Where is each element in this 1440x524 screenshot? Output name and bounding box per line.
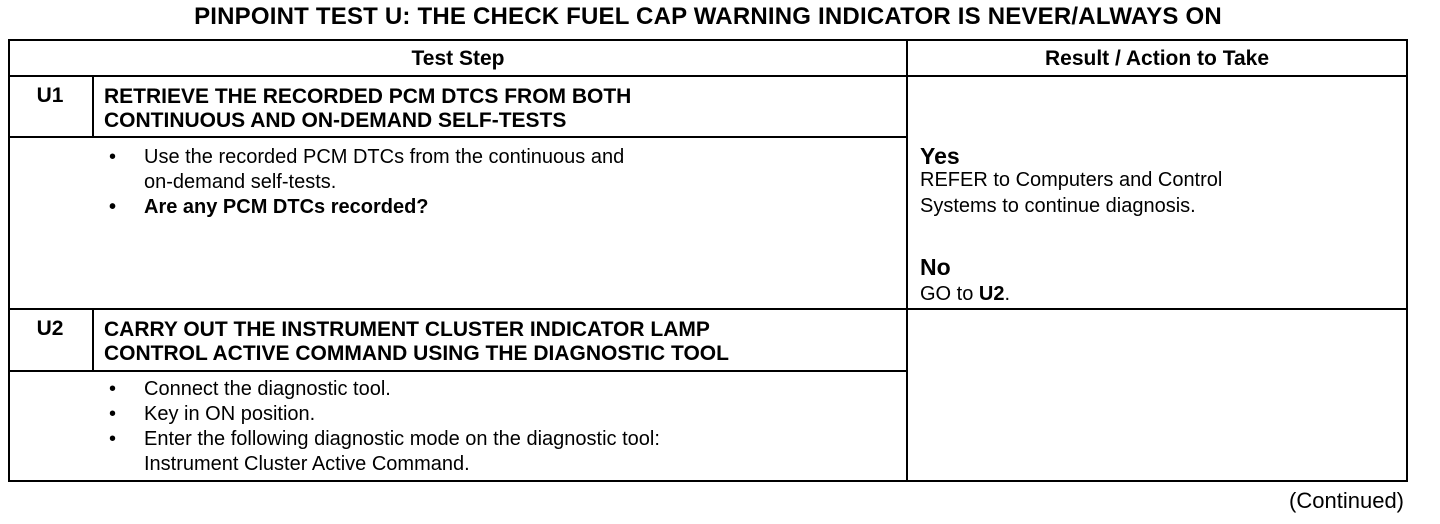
step-instructions-u1 [104, 145, 894, 220]
u1-id-divider [92, 75, 94, 138]
no-action-target-link[interactable]: U2 [978, 283, 1005, 305]
step-instructions-u2 [104, 377, 894, 477]
u2-title-divider [10, 370, 908, 372]
column-divider [906, 41, 908, 480]
list-item: • Enter the following diagnostic mode on the diagnostic tool: Instrument Cluster Active Command. [104, 427, 894, 477]
list-item: • Connect the diagnostic tool. [104, 377, 894, 402]
step-id-u2: U2 [36, 317, 64, 340]
list-item: • Key in ON position. [104, 402, 894, 427]
no-action-suffix: . [1004, 283, 1011, 305]
header-divider [10, 75, 1406, 77]
result-no-action [920, 281, 1010, 307]
page-title: PINPOINT TEST U: THE CHECK FUEL CAP WARNING INDICATOR IS NEVER/ALWAYS ON [194, 3, 1222, 30]
u1-u2-divider [10, 308, 1406, 310]
result-no-label: No [920, 254, 951, 280]
continued-note: (Continued) [1289, 488, 1404, 513]
step-id-u1: U1 [36, 84, 64, 107]
list-item: • Use the recorded PCM DTCs from the continuous and on-demand self-tests. [104, 145, 894, 195]
result-yes-label: Yes [920, 143, 960, 169]
pinpoint-test-table [8, 39, 1408, 482]
list-item: • Are any PCM DTCs recorded? [104, 195, 894, 220]
step-title-u2: CARRY OUT THE INSTRUMENT CLUSTER INDICATOR LAMP CONTROL ACTIVE COMMAND USING THE DIAGNOSTIC TOOL [104, 318, 729, 365]
result-yes-action: REFER to Computers and Control Systems to continue diagnosis. [920, 169, 1223, 217]
step-title-u1: RETRIEVE THE RECORDED PCM DTCS FROM BOTH CONTINUOUS AND ON-DEMAND SELF-TESTS [104, 85, 632, 132]
header-test-step: Test Step [411, 47, 505, 70]
no-action-text: GO to [920, 283, 979, 305]
header-result-action: Result / Action to Take [1044, 47, 1270, 70]
u2-id-divider [92, 308, 94, 372]
u1-title-divider [10, 136, 908, 138]
